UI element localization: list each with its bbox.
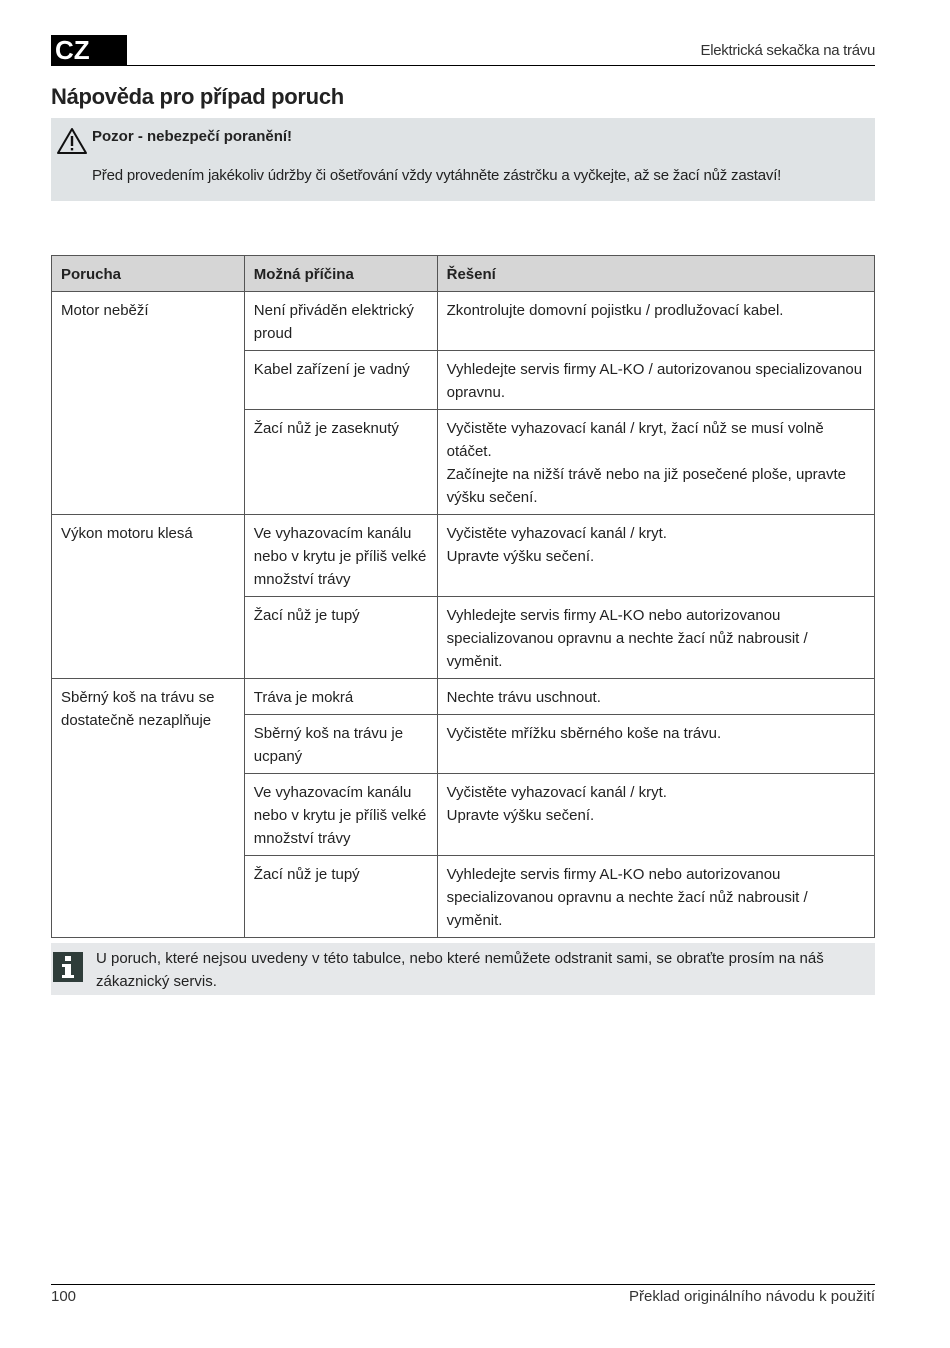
remedy-cell	[437, 856, 874, 938]
remedy-line: Upravte výšku sečení.	[446, 807, 595, 824]
document-title: Elektrická sekačka na trávu	[700, 42, 875, 59]
remedy-cell	[437, 515, 874, 597]
remedy-line: Upravte výšku sečení.	[446, 548, 595, 565]
warning-text: Před provedením jakékoliv údržby či ošetřování vždy vytáhněte zástrčku a vyčkejte, až se žací nůž zastaví!	[92, 167, 782, 184]
remedy-line: Vyčistěte mřížku sběrného koše na trávu.	[446, 725, 722, 742]
cause-cell: Kabel zařízení je vadný	[244, 351, 437, 410]
info-icon	[53, 952, 83, 982]
fault-cell: Výkon motoru klesá	[52, 515, 245, 679]
page-number: 100	[51, 1288, 77, 1305]
remedy-cell	[437, 679, 874, 715]
page-title: Nápověda pro případ poruch	[51, 84, 344, 109]
cause-cell: Ve vyhazovacím kanálu nebo v krytu je příliš velké množství trávy	[244, 515, 437, 597]
warning-triangle-icon	[56, 127, 88, 155]
column-header-fault: Porucha	[52, 256, 245, 292]
cause-cell: Není přiváděn elektrický proud	[244, 292, 437, 351]
cause-cell: Žací nůž je tupý	[244, 856, 437, 938]
remedy-cell	[437, 410, 874, 515]
cause-cell: Žací nůž je zaseknutý	[244, 410, 437, 515]
cause-cell: Tráva je mokrá	[244, 679, 437, 715]
cause-cell: Žací nůž je tupý	[244, 597, 437, 679]
fault-cell: Sběrný koš na trávu se dostatečně nezaplňuje	[52, 679, 245, 938]
table-header-row	[52, 256, 875, 292]
fault-cell: Motor neběží	[52, 292, 245, 515]
warning-box	[51, 118, 875, 201]
language-badge: CZ	[51, 35, 127, 66]
remedy-cell	[437, 292, 874, 351]
troubleshooting-table	[51, 255, 875, 938]
remedy-line: Vyhledejte servis firmy AL-KO nebo autorizovanou specializovanou opravnu a nechte žací nůž nabrousit / vyměnit.	[446, 607, 808, 670]
footer-divider	[51, 1284, 875, 1285]
remedy-cell	[437, 351, 874, 410]
remedy-line: Nechte trávu uschnout.	[446, 689, 601, 706]
remedy-line: Vyhledejte servis firmy AL-KO / autorizovanou specializovanou opravnu.	[446, 361, 863, 401]
remedy-line: Vyčistěte vyhazovací kanál / kryt, žací nůž se musí volně otáčet.	[446, 420, 824, 460]
remedy-line: Vyčistěte vyhazovací kanál / kryt.	[446, 525, 667, 542]
remedy-line: Začínejte na nižší trávě nebo na již posečené ploše, upravte výšku sečení.	[446, 466, 847, 506]
table-row	[52, 679, 875, 715]
info-box	[51, 943, 875, 995]
warning-title: Pozor - nebezpečí poranění!	[92, 128, 293, 145]
remedy-cell	[437, 774, 874, 856]
remedy-line: Vyčistěte vyhazovací kanál / kryt.	[446, 784, 667, 801]
footer-title: Překlad originálního návodu k použití	[629, 1288, 875, 1305]
header-divider	[51, 65, 875, 66]
remedy-cell	[437, 597, 874, 679]
remedy-cell	[437, 715, 874, 774]
column-header-cause: Možná příčina	[244, 256, 437, 292]
cause-cell: Sběrný koš na trávu je ucpaný	[244, 715, 437, 774]
remedy-line: Zkontrolujte domovní pojistku / prodlužovací kabel.	[446, 302, 784, 319]
remedy-line: Vyhledejte servis firmy AL-KO nebo autorizovanou specializovanou opravnu a nechte žací nůž nabrousit / vyměnit.	[446, 866, 808, 929]
column-header-remedy: Řešení	[437, 256, 874, 292]
cause-cell: Ve vyhazovacím kanálu nebo v krytu je příliš velké množství trávy	[244, 774, 437, 856]
table-row	[52, 515, 875, 597]
table-row	[52, 292, 875, 351]
info-text: U poruch, které nejsou uvedeny v této tabulce, nebo které nemůžete odstranit sami, se obraťte prosím na náš zákaznický servis.	[96, 950, 824, 990]
